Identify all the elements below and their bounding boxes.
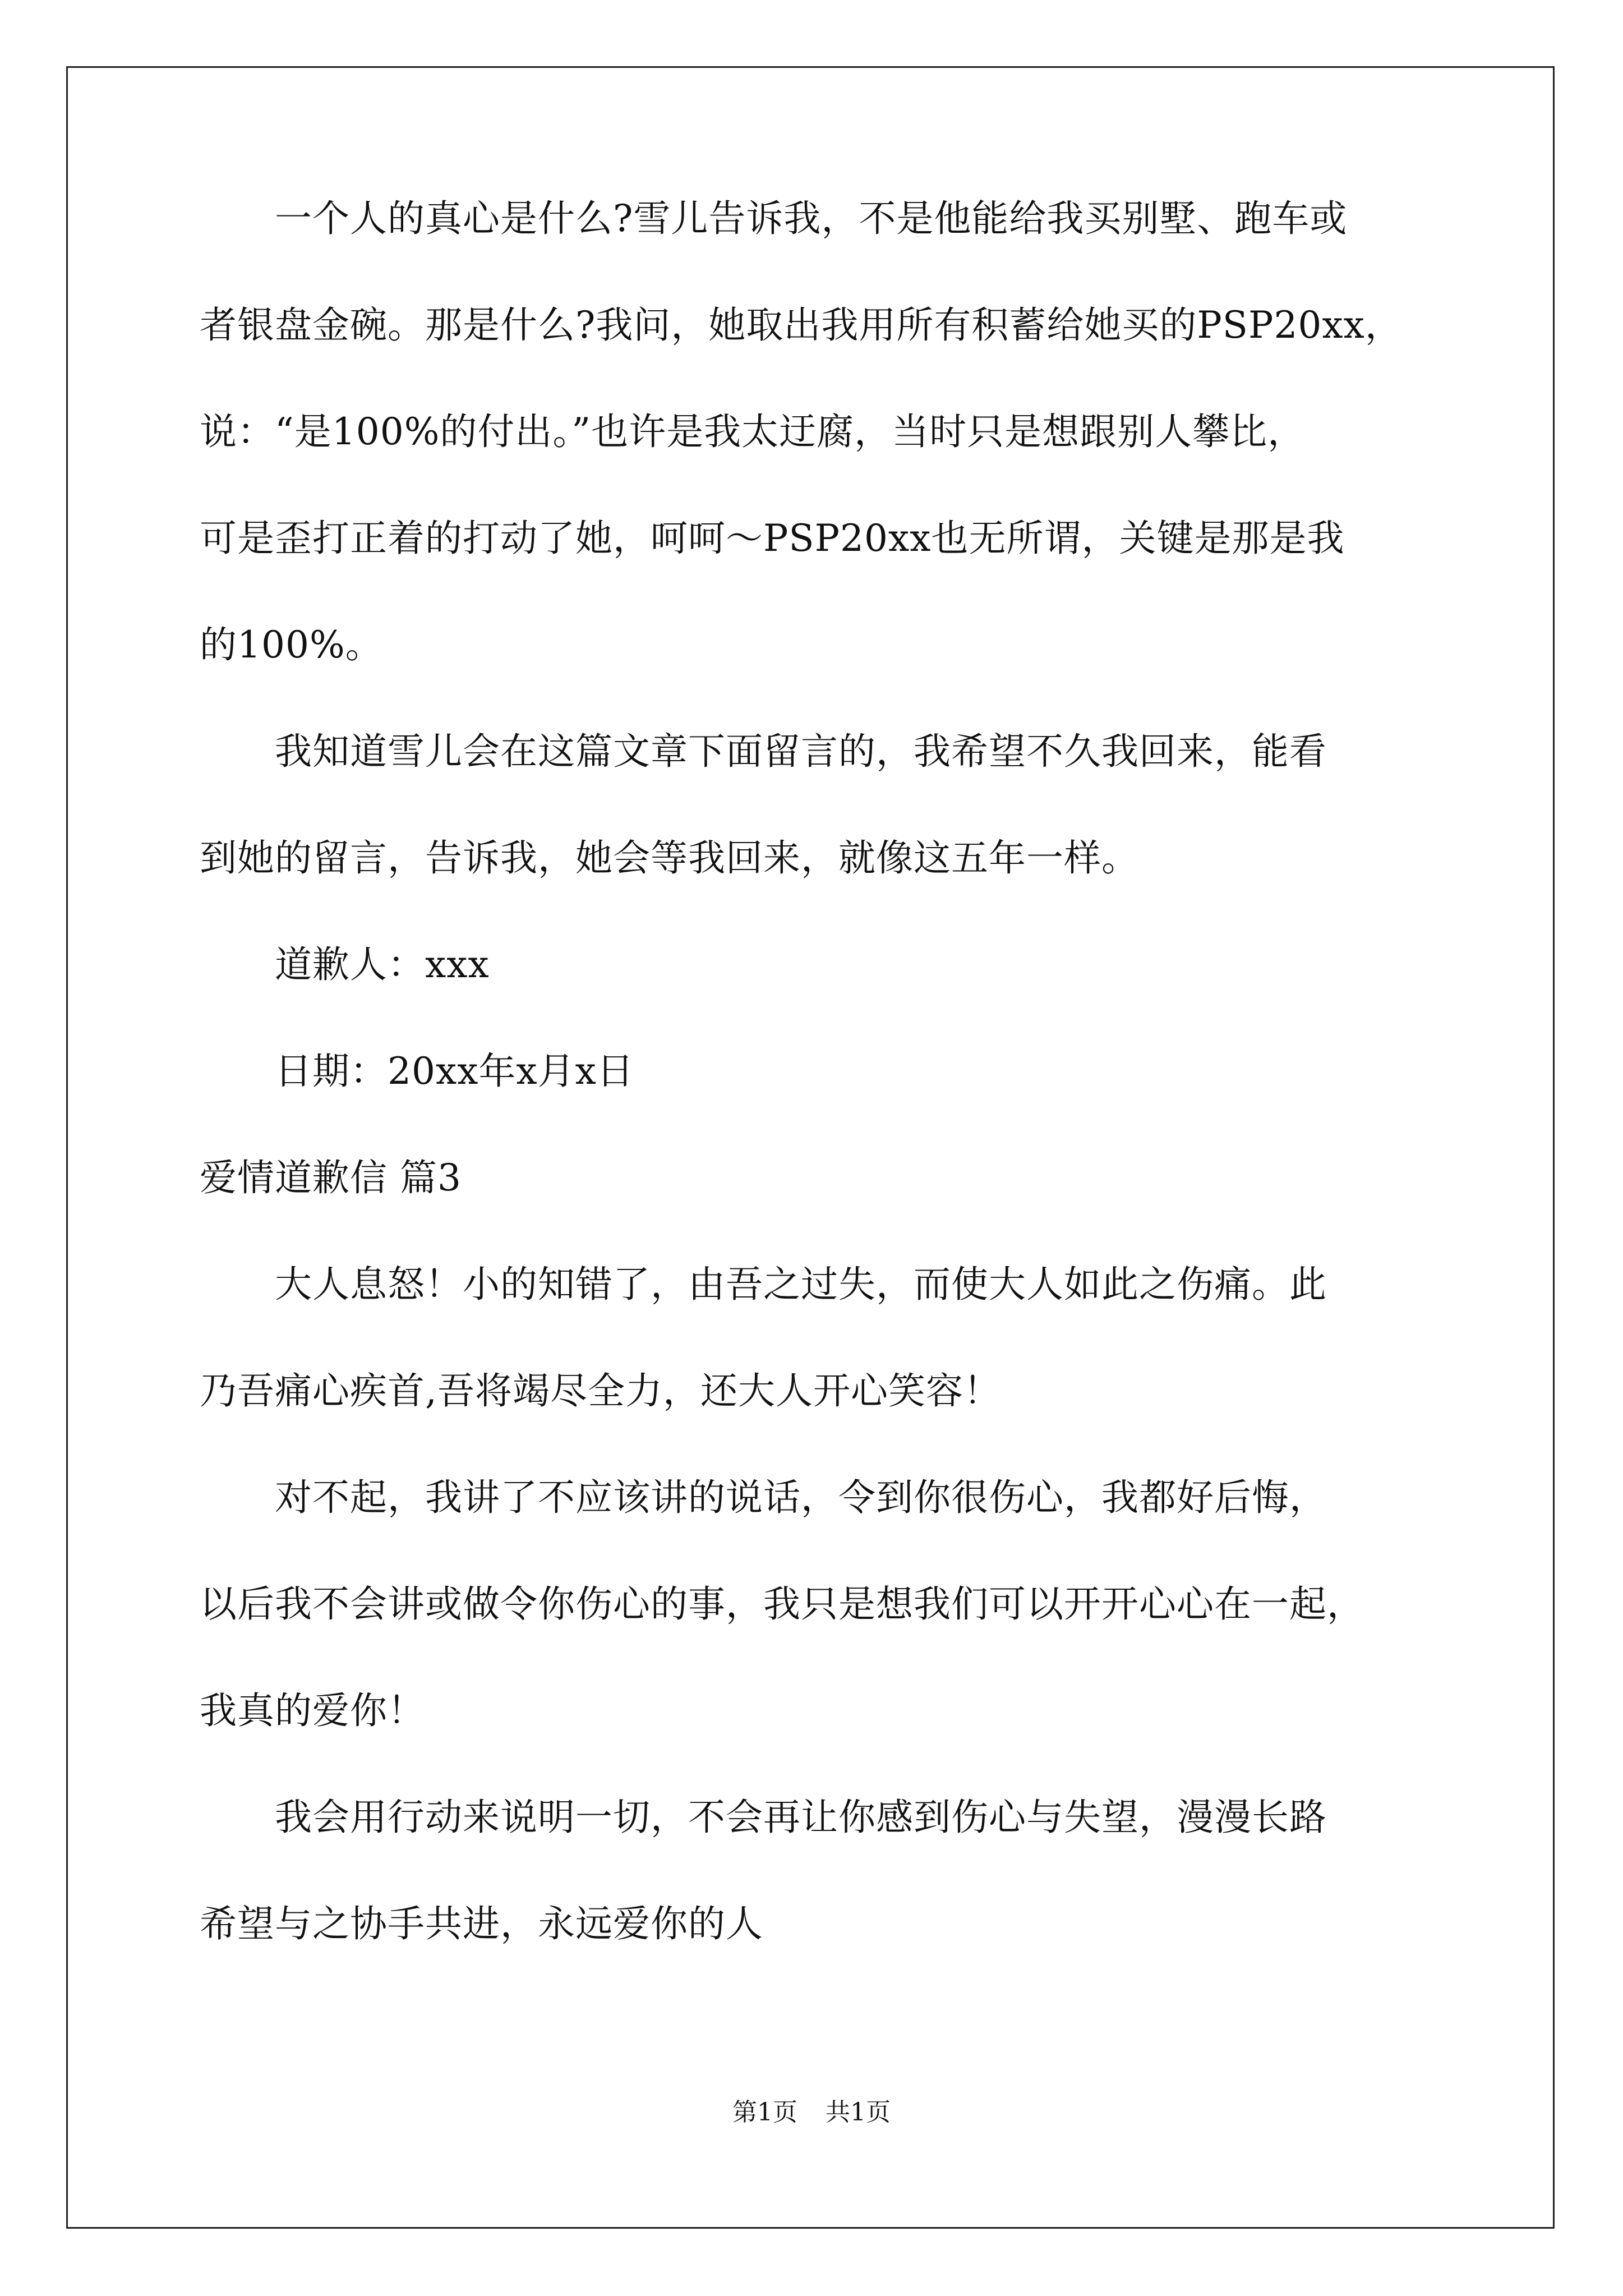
- text-line: 可是歪打正着的打动了她，呵呵～PSP20xx也无所谓，关键是那是我: [200, 517, 1345, 560]
- text-line: 大人息怒！小的知错了，由吾之过失，而使大人如此之伤痛。此: [200, 1263, 1327, 1306]
- text-line: 乃吾痛心疾首,吾将竭尽全力，还大人开心笑容！: [200, 1369, 1001, 1412]
- text-line: 以后我不会讲或做令你伤心的事，我只是想我们可以开开心心在一起，: [200, 1582, 1364, 1626]
- page-number: 第1页: [732, 2098, 797, 2127]
- page-total: 共1页: [826, 2098, 891, 2127]
- text-line: 我真的爱你！: [200, 1689, 425, 1732]
- text-line: 一个人的真心是什么?雪儿告诉我，不是他能给我买别墅、跑车或: [200, 197, 1348, 240]
- text-line: 对不起，我讲了不应该讲的说话，令到你很伤心，我都好后悔，: [200, 1476, 1327, 1519]
- text-line: 说：“是100%的付出。”也许是我太迂腐，当时只是想跟别人攀比，: [200, 410, 1306, 453]
- signature-line: 道歉人：xxx: [200, 943, 490, 986]
- text-line: 的100%。: [200, 623, 383, 666]
- text-line: 者银盘金碗。那是什么?我问，她取出我用所有积蓄给她买的PSP20xx，: [200, 303, 1403, 347]
- text-line: 希望与之协手共进，永远爱你的人: [200, 1902, 763, 1945]
- section-heading: 爱情道歉信 篇3: [200, 1156, 462, 1199]
- text-line: 到她的留言，告诉我，她会等我回来，就像这五年一样。: [200, 836, 1139, 880]
- date-line: 日期：20xx年x月x日: [200, 1050, 634, 1093]
- text-line: 我会用行动来说明一切，不会再让你感到伤心与失望，漫漫长路: [200, 1796, 1327, 1839]
- page-footer: [0, 2097, 1623, 2128]
- text-line: 我知道雪儿会在这篇文章下面留言的，我希望不久我回来，能看: [200, 730, 1327, 773]
